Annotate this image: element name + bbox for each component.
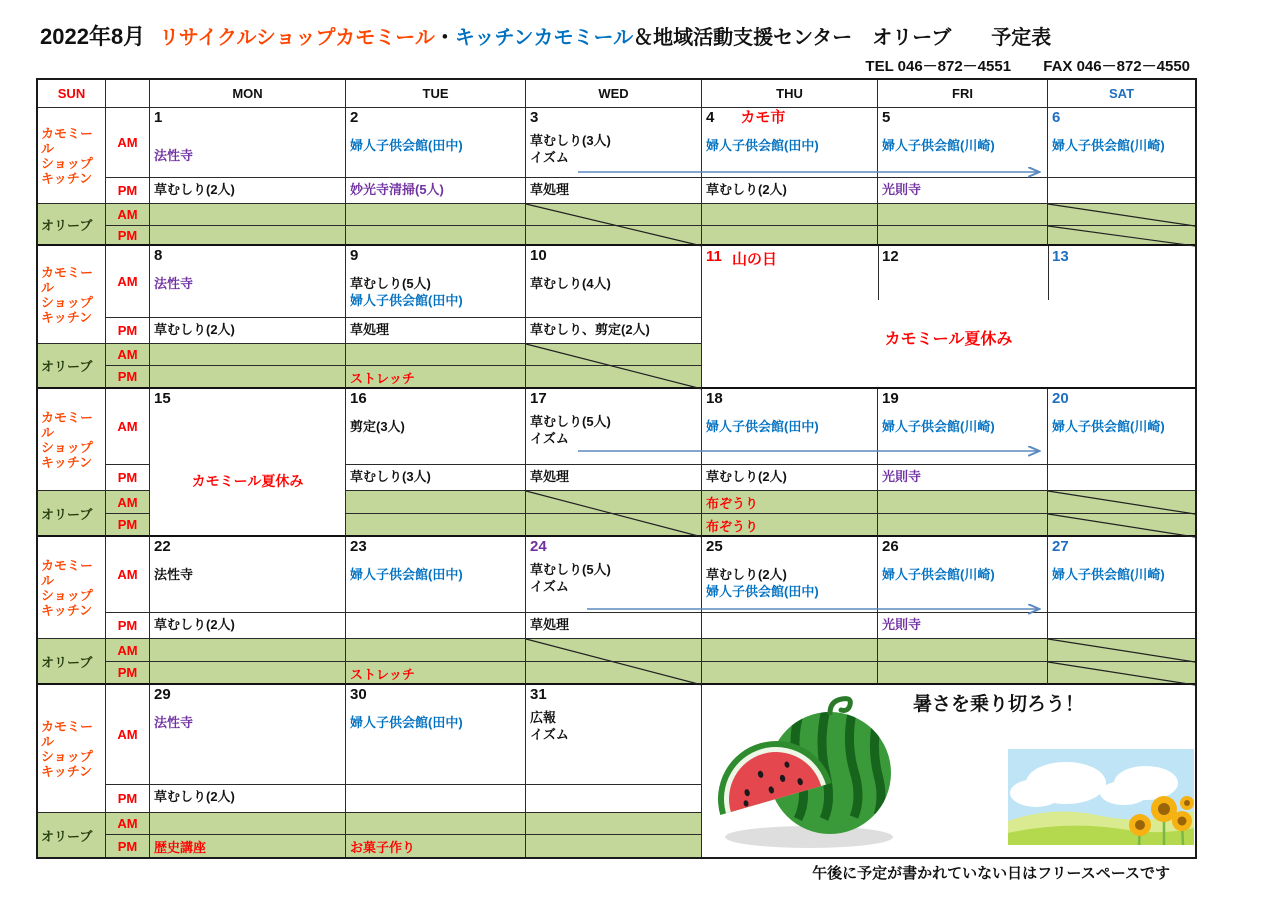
day-26-am [878,537,1048,613]
row-label-chamomile-w1: カモミール ショップ キッチン [38,108,106,204]
day-20-am [1048,389,1195,465]
day-number: 9 [350,247,359,264]
day-number: 27 [1052,538,1069,555]
event-temple: 法性寺 [154,276,194,291]
day-22-olive-am [150,639,346,662]
day-26-olive-am [878,639,1048,662]
day-10-pm: 草むしり、剪定(2人) [526,318,702,344]
event-izumu: イズム [530,431,569,446]
day-6-pm [1048,178,1195,204]
pm-label: PM [106,318,150,344]
day-5-pm: 光則寺 [878,178,1048,204]
olive-am-label: AM [106,813,150,835]
day-17-am [526,389,702,465]
day-31-olive-pm [526,835,702,857]
day-4-olive-am [702,204,878,226]
day-6-am [1048,108,1195,178]
pm-label: PM [106,785,150,813]
day-5-olive-am [878,204,1048,226]
day-number: 22 [154,538,171,555]
fax-number: FAX 046－872－4550 [1043,58,1190,75]
day-number: 8 [154,247,163,264]
day-2-am [346,108,526,178]
day-10-am [526,246,702,318]
day-number: 5 [882,109,891,126]
event-hall: 婦人子供会館(田中) [350,138,463,153]
day-27-am [1048,537,1195,613]
day-24-olive-am [526,639,702,662]
day-16-olive-am [346,491,526,514]
summer-holiday-cell [702,246,1195,389]
day-24-pm: 草処理 [526,613,702,639]
am-label: AM [106,246,150,318]
day-18-olive-am: 布ぞうり [702,491,878,514]
header-mon: MON [150,80,346,108]
day-27-olive-pm [1048,662,1195,685]
event-hall: 婦人子供会館(川崎) [1052,419,1165,434]
event-temple: 法性寺 [154,148,194,163]
event-izumu: イズム [530,150,569,165]
day-29-olive-am [150,813,346,835]
pm-label: PM [106,613,150,639]
day-number: 25 [706,538,723,555]
title-rest: ＆地域活動支援センター オリーブ 予定表 [633,27,1052,49]
day-number: 23 [350,538,367,555]
header-tue: TUE [346,80,526,108]
header-sun: SUN [38,80,106,108]
divider [878,246,879,300]
day-1-pm: 草むしり(2人) [150,178,346,204]
event-hall: 婦人子供会館(田中) [350,715,463,730]
day-number: 6 [1052,109,1061,126]
event-izumu: イズム [530,727,569,742]
contact-line [865,55,1190,76]
day-17-pm: 草処理 [526,465,702,491]
day-16-olive-pm [346,514,526,537]
event-weeding: 草むしり(5人) [350,276,431,291]
day-18-olive-pm: 布ぞうり [702,514,878,537]
day-number: 3 [530,109,539,126]
tel-number: TEL 046－872－4551 [865,58,1012,75]
event-hall: 婦人子供会館(川崎) [1052,567,1165,582]
day-5-am [878,108,1048,178]
row-label-olive-w1: オリーブ [38,204,106,246]
event-hall: 婦人子供会館(川崎) [1052,138,1165,153]
day-10-olive-pm [526,366,702,389]
day-27-olive-am [1048,639,1195,662]
day-19-am [878,389,1048,465]
event-weeding: 草むしり(2人) [706,567,787,582]
olive-pm-label: PM [106,514,150,537]
day-29-am [150,685,346,785]
pm-label: PM [106,465,150,491]
day-19-pm: 光則寺 [878,465,1048,491]
event-weeding: 草むしり(5人) [530,414,611,429]
day-3-olive-am [526,204,702,226]
day-2-pm: 妙光寺清掃(5人) [346,178,526,204]
day-number-12: 12 [882,248,899,265]
row-label-chamomile-w2: カモミール ショップ キッチン [38,246,106,344]
title-kitchen-name: キッチンカモミール [454,27,634,49]
row-label-olive-w4: オリーブ [38,639,106,685]
day-18-am [702,389,878,465]
day-4-am [702,108,878,178]
day-24-am [526,537,702,613]
event-hall: 婦人子供会館(田中) [706,419,819,434]
day-number: 20 [1052,390,1069,407]
day-number: 16 [350,390,367,407]
header-ampm [106,80,150,108]
day-29-olive-pm: 歴史講座 [150,835,346,857]
footer-note: 午後に予定が書かれていない日はフリースペースです [812,865,1170,882]
day-19-olive-pm [878,514,1048,537]
day-number-13: 13 [1052,248,1069,265]
event-hall: 婦人子供会館(川崎) [882,567,995,582]
day-25-olive-pm [702,662,878,685]
day-5-olive-pm [878,226,1048,246]
day-24-olive-pm [526,662,702,685]
event-hall: 婦人子供会館(田中) [350,567,463,582]
am-label: AM [106,537,150,613]
event-weeding: 草むしり(3人) [530,133,611,148]
title-shop-name: リサイクルショップカモミール [159,27,435,49]
day-1-olive-am [150,204,346,226]
header-wed: WED [526,80,702,108]
day-23-olive-am [346,639,526,662]
day-4-pm: 草むしり(2人) [702,178,878,204]
day-20-olive-pm [1048,514,1195,537]
day-number: 2 [350,109,359,126]
day-18-pm: 草むしり(2人) [702,465,878,491]
day-22-pm: 草むしり(2人) [150,613,346,639]
day-8-pm: 草むしり(2人) [150,318,346,344]
event-hall: 婦人子供会館(田中) [350,293,463,308]
kamo-market-label: カモ市 [740,109,786,126]
day-23-am [346,537,526,613]
day-number: 26 [882,538,899,555]
day-number: 17 [530,390,547,407]
olive-pm-label: PM [106,662,150,685]
day-25-olive-am [702,639,878,662]
beat-the-heat-message: 暑さを乗り切ろう！ [912,694,1084,715]
day-15-vacation-cell [150,389,346,537]
divider [1048,246,1049,300]
event-weeding: 草むしり(5人) [530,562,611,577]
day-30-olive-pm: お菓子作り [346,835,526,857]
day-2-olive-am [346,204,526,226]
row-label-chamomile-w4: カモミール ショップ キッチン [38,537,106,639]
event-temple: 法性寺 [154,567,194,582]
day-4-olive-pm [702,226,878,246]
day-9-am [346,246,526,318]
day-3-am [526,108,702,178]
day-number: 1 [154,109,163,126]
olive-am-label: AM [106,204,150,226]
olive-am-label: AM [106,639,150,662]
day-8-olive-am [150,344,346,366]
pm-label: PM [106,178,150,204]
header-fri: FRI [878,80,1048,108]
summer-break-message: カモミール夏休み [884,331,1013,348]
olive-am-label: AM [106,491,150,514]
event-hall: 婦人子供会館(川崎) [882,419,995,434]
day-number: 10 [530,247,547,264]
day-20-olive-am [1048,491,1195,514]
summer-break-message: カモミール夏休み [191,473,304,489]
day-30-olive-am [346,813,526,835]
event-hall: 婦人子供会館(田中) [706,584,819,599]
day-number-11: 11 [706,248,722,265]
day-3-pm: 草処理 [526,178,702,204]
calendar-table [36,78,1197,859]
day-30-pm [346,785,526,813]
day-2-olive-pm [346,226,526,246]
day-number: 31 [530,686,547,703]
day-9-olive-am [346,344,526,366]
event-hall: 婦人子供会館(川崎) [882,138,995,153]
day-number: 19 [882,390,899,407]
title-separator: ・ [434,27,455,49]
sunflower-field-icon [1008,749,1194,845]
day-number: 24 [530,538,547,555]
day-1-olive-pm [150,226,346,246]
day-1-am [150,108,346,178]
day-23-olive-pm: ストレッチ [346,662,526,685]
day-6-olive-am [1048,204,1195,226]
day-number: 29 [154,686,171,703]
day-29-pm: 草むしり(2人) [150,785,346,813]
day-31-am [526,685,702,785]
event-hall: 婦人子供会館(田中) [706,138,819,153]
event-weeding: 草むしり(4人) [530,276,611,291]
day-22-olive-pm [150,662,346,685]
event-pruning: 剪定(3人) [350,419,405,434]
event-temple: 法性寺 [154,715,194,730]
day-9-pm: 草処理 [346,318,526,344]
day-31-pm [526,785,702,813]
day-30-am [346,685,526,785]
day-16-am [346,389,526,465]
day-23-pm [346,613,526,639]
day-number: 15 [154,390,171,407]
day-26-pm: 光則寺 [878,613,1048,639]
header-thu: THU [702,80,878,108]
day-10-olive-am [526,344,702,366]
am-label: AM [106,389,150,465]
event-izumu: イズム [530,579,569,594]
page-title [40,20,1051,51]
olive-pm-label: PM [106,226,150,246]
day-8-olive-pm [150,366,346,389]
mountain-day-label: 山の日 [732,251,778,268]
day-number: 4 [706,109,715,126]
header-sat: SAT [1048,80,1195,108]
olive-pm-label: PM [106,835,150,857]
day-16-pm: 草むしり(3人) [346,465,526,491]
row-label-olive-w5: オリーブ [38,813,106,857]
day-25-pm [702,613,878,639]
am-label: AM [106,108,150,178]
watermelon-icon [714,691,910,855]
olive-pm-label: PM [106,366,150,389]
title-month: 2022年8月 [40,24,146,49]
day-3-olive-pm [526,226,702,246]
day-22-am [150,537,346,613]
row-label-chamomile-w3: カモミール ショップ キッチン [38,389,106,491]
day-17-olive-pm [526,514,702,537]
row-label-olive-w2: オリーブ [38,344,106,389]
day-6-olive-pm [1048,226,1195,246]
row-label-chamomile-w5: カモミール ショップ キッチン [38,685,106,813]
day-27-pm [1048,613,1195,639]
day-number: 30 [350,686,367,703]
day-8-am [150,246,346,318]
event-pr: 広報 [530,710,557,725]
day-20-pm [1048,465,1195,491]
day-26-olive-pm [878,662,1048,685]
day-17-olive-am [526,491,702,514]
row-label-olive-w3: オリーブ [38,491,106,537]
summer-banner-cell [702,685,1195,857]
day-19-olive-am [878,491,1048,514]
day-25-am [702,537,878,613]
olive-am-label: AM [106,344,150,366]
day-number: 18 [706,390,723,407]
day-9-olive-pm: ストレッチ [346,366,526,389]
day-31-olive-am [526,813,702,835]
am-label: AM [106,685,150,785]
